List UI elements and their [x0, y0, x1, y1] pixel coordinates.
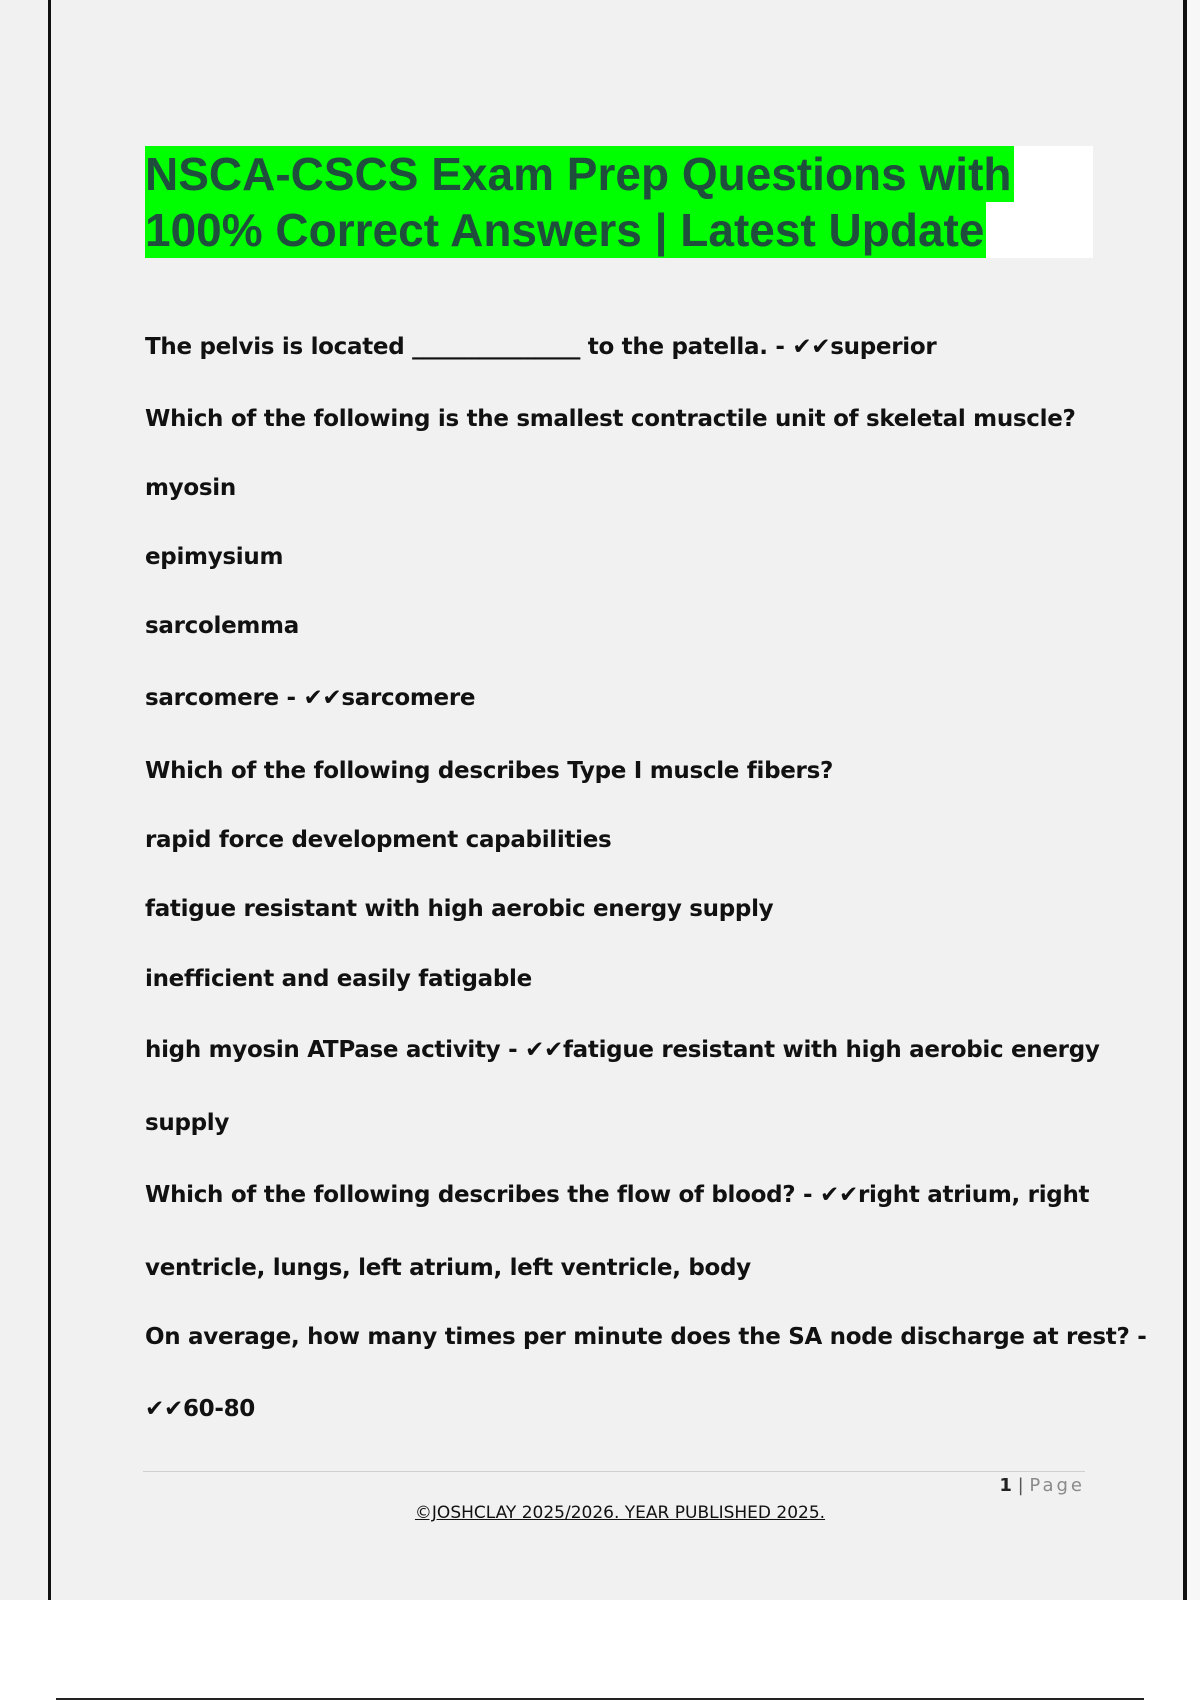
- page-number-label: Page: [1029, 1475, 1085, 1496]
- copyright-notice: ©JOSHCLAY 2025/2026. YEAR PUBLISHED 2025.: [414, 1503, 826, 1523]
- question-1: The pelvis is located _______________ to the patella. - ✔✔superior: [145, 334, 937, 360]
- question-3: Which of the following describes Type I muscle fibers?: [145, 758, 834, 784]
- question-2-option-epimysium: epimysium: [145, 544, 284, 570]
- question-3-answer-continued: supply: [145, 1110, 230, 1136]
- page-edge: [1187, 0, 1200, 1600]
- question-5: On average, how many times per minute does the SA node discharge at rest? -: [145, 1324, 1147, 1350]
- question-4-answer-continued: ventricle, lungs, left atrium, left ventricle, body: [145, 1255, 751, 1281]
- document-title-line-2: 100% Correct Answers | Latest Update: [145, 204, 985, 256]
- question-2: Which of the following is the smallest contractile unit of skeletal muscle?: [145, 406, 1076, 432]
- question-3-option-fatigue-resistant: fatigue resistant with high aerobic energy supply: [145, 896, 774, 922]
- question-2-option-myosin: myosin: [145, 475, 236, 501]
- question-2-option-sarcolemma: sarcolemma: [145, 613, 299, 639]
- page-left-border: [48, 0, 51, 1600]
- question-2-answer: sarcomere - ✔✔sarcomere: [145, 685, 476, 711]
- question-3-option-rapid-force: rapid force development capabilities: [145, 827, 612, 853]
- question-3-option-inefficient: inefficient and easily fatigable: [145, 966, 532, 992]
- page-number-value: 1: [999, 1475, 1012, 1496]
- page-number: [960, 1474, 1085, 1498]
- footer-divider: [143, 1471, 1085, 1472]
- document-title-line-1: NSCA-CSCS Exam Prep Questions with: [145, 148, 1012, 200]
- question-3-answer: high myosin ATPase activity - ✔✔fatigue resistant with high aerobic energy: [145, 1037, 1100, 1063]
- page-number-separator: |: [1017, 1475, 1024, 1496]
- question-5-answer: ✔✔60-80: [145, 1396, 256, 1422]
- question-4: Which of the following describes the flow of blood? - ✔✔right atrium, right: [145, 1182, 1090, 1208]
